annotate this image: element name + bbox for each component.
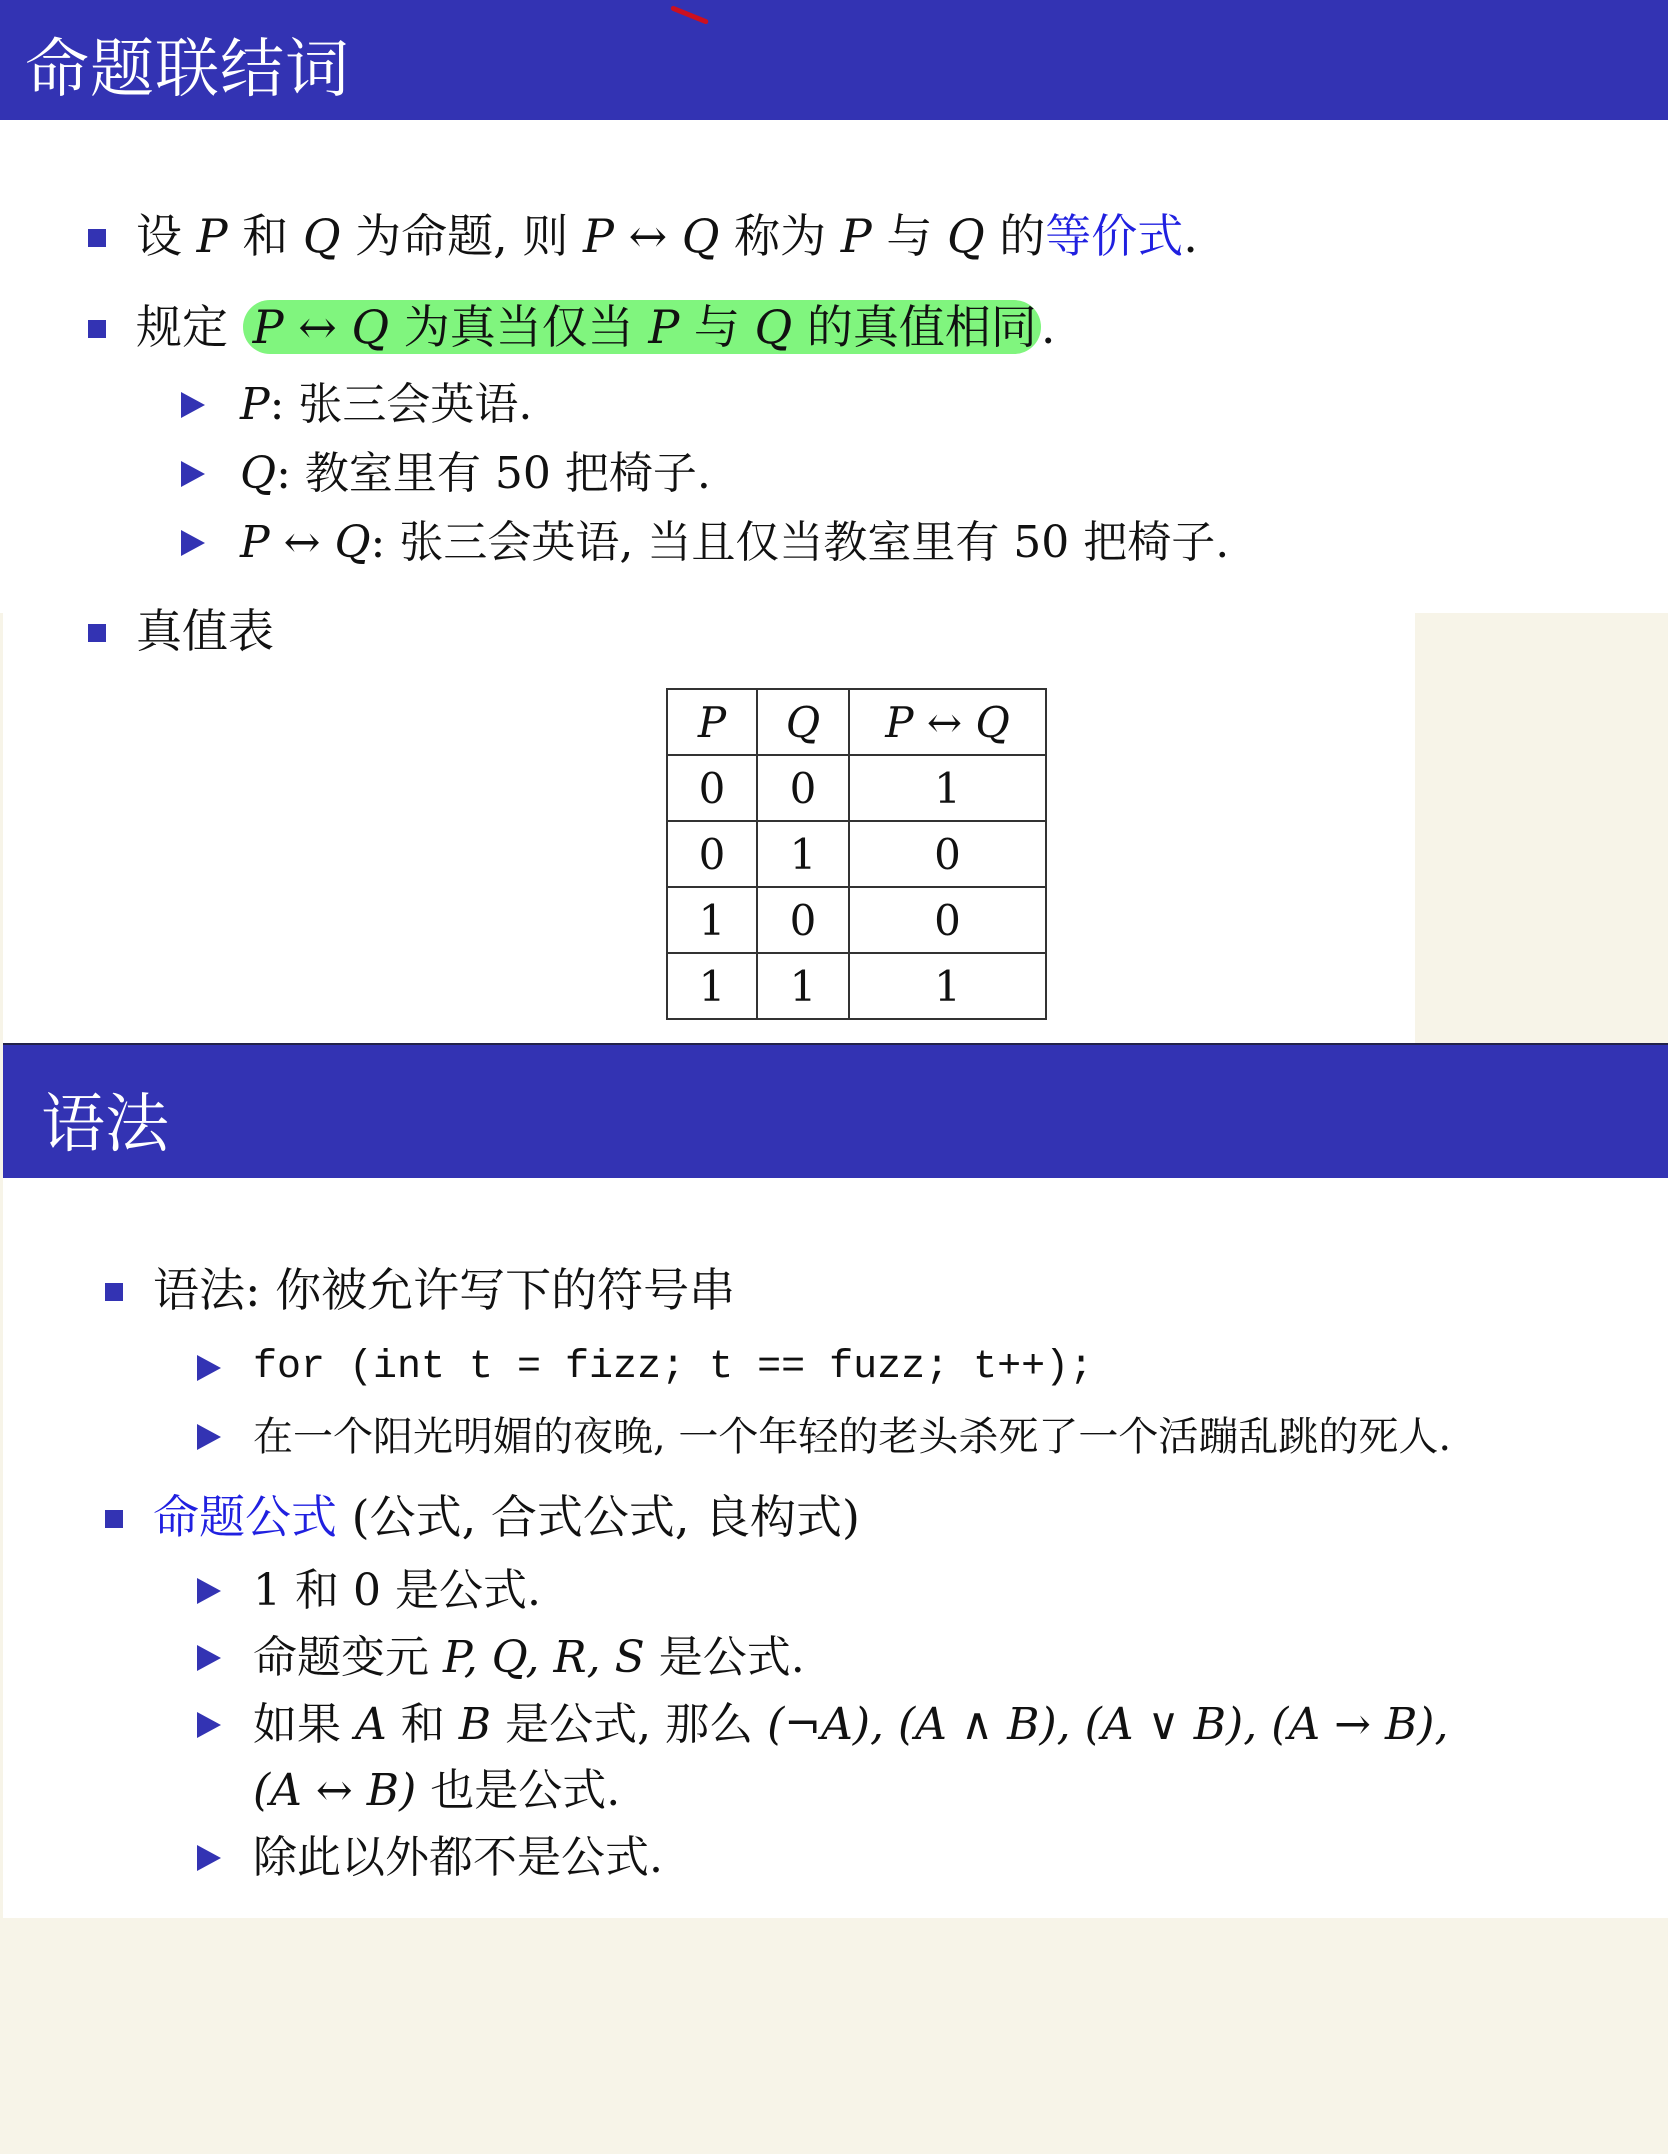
table-cell: 0	[667, 755, 757, 821]
term-formula-link[interactable]: 命题公式	[153, 1490, 337, 1544]
bullet-square-icon	[105, 1510, 123, 1528]
code-example: for (int t = fizz; t == fuzz; t++);	[253, 1345, 1094, 1390]
rule-connectives-continued	[253, 1763, 620, 1819]
slide-propositional-connectives	[0, 0, 1668, 613]
sub-item-p-iff-q	[240, 515, 1229, 571]
math-exprs: (¬A), (A ∧ B), (A ∨ B), (A → B),	[767, 1699, 1449, 1750]
table-cell: 1	[667, 953, 757, 1019]
table-cell: 1	[757, 821, 849, 887]
rule-connectives	[253, 1697, 1448, 1753]
sub-item-p	[240, 377, 532, 433]
math-vars: P, Q, R, S	[443, 1632, 645, 1683]
text: 设	[136, 209, 197, 263]
table-cell: 1	[849, 953, 1046, 1019]
math-var: P	[648, 300, 680, 354]
text: 是公式.	[644, 1632, 805, 1683]
bullet-square-icon	[88, 624, 106, 642]
column-header: Q	[757, 689, 849, 755]
text: 也是公式.	[416, 1765, 621, 1816]
math-expr: (A ↔ B)	[253, 1765, 417, 1816]
bullet-square-icon	[105, 1283, 123, 1301]
sub-item-q	[240, 446, 711, 502]
bullet-triangle-icon	[197, 1712, 221, 1738]
slide-header	[3, 1043, 1668, 1178]
math-expr: P ↔ Q	[252, 300, 390, 354]
slide-syntax	[3, 1043, 1668, 1918]
term-equivalence-link[interactable]: 等价式	[1045, 209, 1184, 263]
bullet-triangle-icon	[197, 1578, 221, 1604]
text: 的真值相同	[792, 300, 1037, 354]
table-header-row	[667, 689, 1046, 755]
table-cell: 0	[757, 755, 849, 821]
math-var: P	[840, 209, 872, 263]
math-var: Q	[240, 448, 277, 499]
text: 命题变元	[253, 1632, 443, 1683]
text: 和	[386, 1699, 459, 1750]
table-cell: 1	[757, 953, 849, 1019]
math-expr: P ↔ Q	[240, 517, 371, 568]
text: 称为	[719, 209, 841, 263]
bullet-propositional-formula	[153, 1489, 860, 1545]
text: .	[1040, 300, 1056, 354]
table-cell: 1	[849, 755, 1046, 821]
math-var: Q	[946, 209, 985, 263]
text: 为命题, 则	[340, 209, 584, 263]
text: : 张三会英语.	[269, 379, 533, 430]
math-var: Q	[302, 209, 341, 263]
table-cell: 1	[667, 887, 757, 953]
text: 和	[227, 209, 303, 263]
table-cell: 0	[667, 821, 757, 887]
slide-header	[0, 0, 1668, 120]
truth-table	[666, 688, 1047, 1020]
bullet-triangle-icon	[181, 530, 205, 556]
text: .	[1183, 209, 1198, 263]
bullet-triangle-icon	[197, 1845, 221, 1871]
table-cell: 0	[757, 887, 849, 953]
column-header: P	[667, 689, 757, 755]
table-row	[667, 821, 1046, 887]
bullet-triangle-icon	[181, 392, 205, 418]
column-header: P ↔ Q	[849, 689, 1046, 755]
bullet-triangle-icon	[197, 1424, 221, 1450]
math-var: P	[196, 209, 228, 263]
text: 如果	[253, 1699, 355, 1750]
bullet-square-icon	[88, 229, 106, 247]
table-row	[667, 755, 1046, 821]
text: 与	[679, 300, 755, 354]
bullet-syntax-definition: 语法: 你被允许写下的符号串	[153, 1263, 736, 1317]
rule-constants: 1 和 0 是公式.	[253, 1565, 541, 1616]
text: 的	[984, 209, 1046, 263]
math-var: A	[355, 1699, 387, 1750]
bullet-rule	[136, 299, 1056, 355]
math-var: Q	[754, 300, 793, 354]
table-cell: 0	[849, 821, 1046, 887]
text: 规定	[136, 300, 243, 354]
bullet-triangle-icon	[197, 1355, 221, 1381]
text: 是公式, 那么	[491, 1699, 768, 1750]
sentence-example: 在一个阳光明媚的夜晚, 一个年轻的老头杀死了一个活蹦乱跳的死人.	[253, 1414, 1452, 1460]
text: (公式, 合式公式, 良构式)	[337, 1490, 861, 1544]
table-cell: 0	[849, 887, 1046, 953]
bullet-square-icon	[88, 320, 106, 338]
slide-title: 语法	[41, 1088, 169, 1162]
annotation-pen-mark	[670, 5, 709, 25]
bullet-truth-table: 真值表	[136, 604, 274, 658]
bullet-definition	[136, 208, 1198, 264]
slide-title: 命题联结词	[25, 33, 350, 107]
math-var: P	[240, 379, 270, 430]
math-expr: P ↔ Q	[583, 209, 720, 263]
rule-closure: 除此以外都不是公式.	[253, 1832, 663, 1883]
text: 为真当仅当	[389, 300, 649, 354]
bullet-triangle-icon	[181, 461, 205, 487]
table-row	[667, 887, 1046, 953]
rule-variables	[253, 1630, 805, 1686]
highlighted-rule	[243, 300, 1041, 354]
math-var: B	[458, 1699, 492, 1750]
bullet-triangle-icon	[197, 1645, 221, 1671]
text: : 张三会英语, 当且仅当教室里有 50 把椅子.	[370, 517, 1230, 568]
text: : 教室里有 50 把椅子.	[276, 448, 711, 499]
text: 与	[871, 209, 947, 263]
table-row	[667, 953, 1046, 1019]
